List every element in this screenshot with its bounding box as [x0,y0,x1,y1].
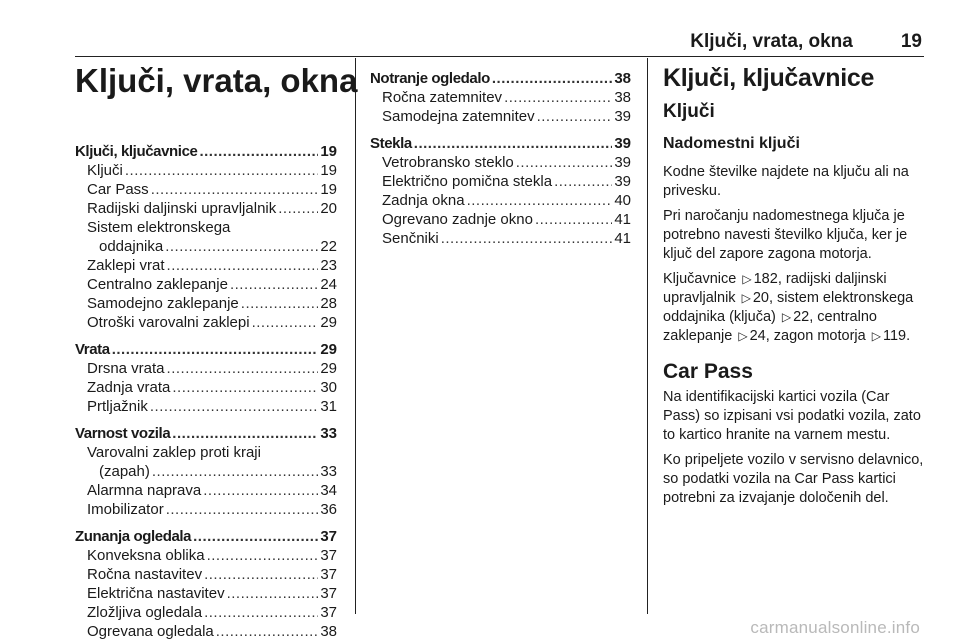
toc-entry[interactable] [75,378,337,397]
toc-leader-dots [151,180,319,199]
toc-leader-dots [167,359,319,378]
toc-entry-page: 38 [614,70,631,87]
toc-leader-dots [125,161,318,180]
toc-entry-page: 41 [614,230,631,247]
toc-entry-page: 39 [614,154,631,171]
toc-entry[interactable] [75,397,337,416]
page-reference-link[interactable]: 22 [793,309,810,325]
toc-entry-title: Ogrevana ogledala [87,623,214,640]
toc-entry[interactable] [75,256,337,275]
toc-entry-page: 37 [320,528,337,545]
toc-entry-title: Otroški varovalni zaklepi [87,314,250,331]
toc-entry[interactable] [75,218,337,237]
chapter-title: Ključi, vrata, okna [75,62,358,99]
paragraph-car-pass-info: Na identifikacijski kartici vozila (Car Pass) so izpisani vsi podatki vozila, zato to kartico hranite na varnem mestu. [663,389,921,443]
page-reference-icon: ▷ [741,291,751,305]
toc-entry-title: Centralno zaklepanje [87,276,228,293]
toc-leader-dots [230,275,318,294]
toc-entry-title: Imobilizator [87,501,164,518]
toc-entry-page: 29 [320,341,337,358]
toc-entry-title: Senčniki [382,230,439,247]
page-reference-icon: ▷ [871,329,881,343]
toc-entry-title: Zunanja ogledala [75,528,192,545]
toc-entry-page: 29 [320,360,337,377]
subsection-heading-keys: Ključi [663,101,715,122]
toc-entry-page: 40 [614,192,631,209]
toc-entry-page: 37 [320,547,337,564]
toc-entry-title: Samodejno zaklepanje [87,295,239,312]
toc-entry[interactable] [75,313,337,332]
subsection-heading-car-pass: Car Pass [663,360,753,383]
toc-entry-page: 22 [320,238,337,255]
toc-entry-page: 38 [614,89,631,106]
toc-entry-page: 37 [320,585,337,602]
toc-entry-title: Radijski daljinski upravljalnik [87,200,277,217]
running-header [690,30,922,54]
toc-entry[interactable] [75,481,337,500]
toc-leader-dots [172,378,318,397]
toc-entry-title: Varnost vozila [75,425,171,442]
paragraph-cross-references: Ključavnice ▷ 182, radijski daljinski upravljalnik ▷ 20, sistem elektronskega oddajnika (ključa) ▷ 22, centralno zaklepanje ▷ 24, zagon motorja ▷ 119. [663,271,914,344]
toc-entry-title: Alarmna naprava [87,482,202,499]
toc-entry-page: 19 [320,162,337,179]
toc-leader-dots [441,229,613,248]
toc-leader-dots [467,191,613,210]
toc-entry[interactable] [75,584,337,603]
toc-entry[interactable] [75,443,337,462]
toc-leader-dots [227,584,319,603]
toc-entry[interactable] [75,180,337,199]
toc-leader-dots [554,172,612,191]
section-heading: Ključi, ključavnice [663,64,875,92]
toc-column-1 [75,142,337,641]
toc-entry-page: 37 [320,566,337,583]
paragraph-key-codes: Kodne številke najdete na ključu ali na privesku. [663,164,909,199]
toc-entry-title: Vetrobransko steklo [382,154,514,171]
toc-entry[interactable] [75,237,337,256]
toc-entry-title: (zapah) [99,463,150,480]
toc-column-2 [370,69,631,248]
watermark: carmanualsonline.info [750,618,920,637]
toc-entry-title: Ogrevano zadnje okno [382,211,533,228]
toc-entry-title: Konveksna oblika [87,547,205,564]
toc-leader-dots [152,462,318,481]
toc-leader-dots [207,546,319,565]
toc-entry[interactable] [75,546,337,565]
toc-entry[interactable] [75,622,337,641]
toc-section-entry[interactable] [75,142,337,161]
toc-entry[interactable] [75,462,337,481]
toc-entry[interactable] [75,275,337,294]
toc-entry[interactable] [75,294,337,313]
toc-entry-page: 33 [320,425,337,442]
toc-entry-title: Ročna zatemnitev [382,89,503,106]
toc-leader-dots [172,424,318,443]
toc-entry-title: Drsna vrata [87,360,165,377]
toc-entry-page: 37 [320,604,337,621]
toc-entry-title: Prtljažnik [87,398,148,415]
running-header-title: Ključi, vrata, okna [690,31,853,52]
toc-entry-page: 38 [320,623,337,640]
toc-entry-page: 19 [320,181,337,198]
toc-leader-dots [252,313,319,332]
toc-leader-dots [166,500,319,519]
page-reference-link[interactable]: 182 [753,271,778,287]
toc-entry-page: 23 [320,257,337,274]
toc-entry-page: 33 [320,463,337,480]
toc-entry[interactable] [75,500,337,519]
toc-entry[interactable] [75,565,337,584]
toc-entry-page: 41 [614,211,631,228]
page-reference-icon: ▷ [742,272,752,286]
toc-leader-dots [167,256,319,275]
toc-entry[interactable] [75,199,337,218]
page-reference-link[interactable]: 119 [882,328,907,344]
toc-entry[interactable] [370,191,631,210]
toc-entry[interactable] [370,107,631,126]
paragraph-car-pass-service: Ko pripeljete vozilo v servisno delavnico, so podatki vozila na Car Pass kartici potrebni za izvajanje določenih del. [663,452,924,506]
toc-entry-page: 24 [320,276,337,293]
toc-entry-page: 29 [320,314,337,331]
toc-leader-dots [203,481,318,500]
toc-entry-title: Samodejna zatemnitev [382,108,535,125]
sub-subsection-heading: Nadomestni ključi [663,135,800,152]
toc-entry-title: oddajnika [99,238,164,255]
toc-entry-title: Zaklepi vrat [87,257,165,274]
toc-leader-dots [535,210,612,229]
toc-leader-dots [165,237,318,256]
toc-leader-dots [537,107,613,126]
toc-entry-title: Notranje ogledalo [370,70,490,87]
page-reference-link[interactable]: 24 [749,328,766,344]
toc-entry-page: 20 [320,200,337,217]
toc-entry-page: 28 [320,295,337,312]
toc-entry-page: 39 [614,173,631,190]
toc-leader-dots [278,199,318,218]
toc-leader-dots [504,88,612,107]
toc-entry-title: Ključi, ključavnice [75,143,198,160]
toc-entry-page: 31 [320,398,337,415]
toc-entry-title: Sistem elektronskega [87,219,231,236]
toc-section-entry[interactable] [370,69,631,88]
toc-entry-page: 36 [320,501,337,518]
toc-entry[interactable] [75,359,337,378]
paragraph-replacement-keys: Pri naročanju nadomestnega ključa je potrebno navesti številko ključa, ker je ključ del zapore zagona motorja. [663,208,908,262]
toc-section-entry[interactable] [75,527,337,546]
toc-leader-dots [241,294,319,313]
toc-entry[interactable] [370,210,631,229]
page-number: 19 [900,31,922,52]
toc-entry-title: Vrata [75,341,110,358]
toc-entry[interactable] [370,153,631,172]
toc-entry-title: Zadnja okna [382,192,465,209]
toc-entry-page: 34 [320,482,337,499]
toc-entry-title: Zadnja vrata [87,379,171,396]
toc-leader-dots [204,565,318,584]
page-reference-link[interactable]: 20 [752,290,769,306]
toc-entry[interactable] [370,88,631,107]
toc-entry-title: Električno pomična stekla [382,173,553,190]
toc-leader-dots [216,622,319,641]
toc-entry-page: 30 [320,379,337,396]
toc-entry-title: Stekla [370,135,412,152]
toc-section-entry[interactable] [75,424,337,443]
toc-leader-dots [193,527,318,546]
toc-entry-page: 39 [614,108,631,125]
toc-entry[interactable] [75,603,337,622]
toc-entry-title: Ročna nastavitev [87,566,203,583]
toc-entry-page: 39 [614,135,631,152]
toc-section-entry[interactable] [75,340,337,359]
toc-entry[interactable] [370,172,631,191]
toc-entry-title: Varovalni zaklep proti kraji [87,444,261,461]
toc-leader-dots [199,142,318,161]
column-divider-2 [647,58,648,614]
toc-leader-dots [150,397,318,416]
page-reference-icon: ▷ [738,329,748,343]
header-rule [75,56,924,57]
toc-leader-dots [112,340,319,359]
toc-entry-page: 19 [320,143,337,160]
column-divider-1 [355,58,356,614]
toc-leader-dots [414,134,613,153]
toc-entry-title: Car Pass [87,181,149,198]
toc-leader-dots [516,153,613,172]
toc-entry-title: Električna nastavitev [87,585,225,602]
toc-entry-title: Ključi [87,162,123,179]
toc-entry[interactable] [370,229,631,248]
content-column [663,64,928,514]
toc-section-entry[interactable] [370,134,631,153]
toc-leader-dots [204,603,318,622]
page-reference-icon: ▷ [781,310,792,324]
toc-entry[interactable] [75,161,337,180]
toc-entry-title: Zložljiva ogledala [87,604,203,621]
toc-leader-dots [492,69,612,88]
